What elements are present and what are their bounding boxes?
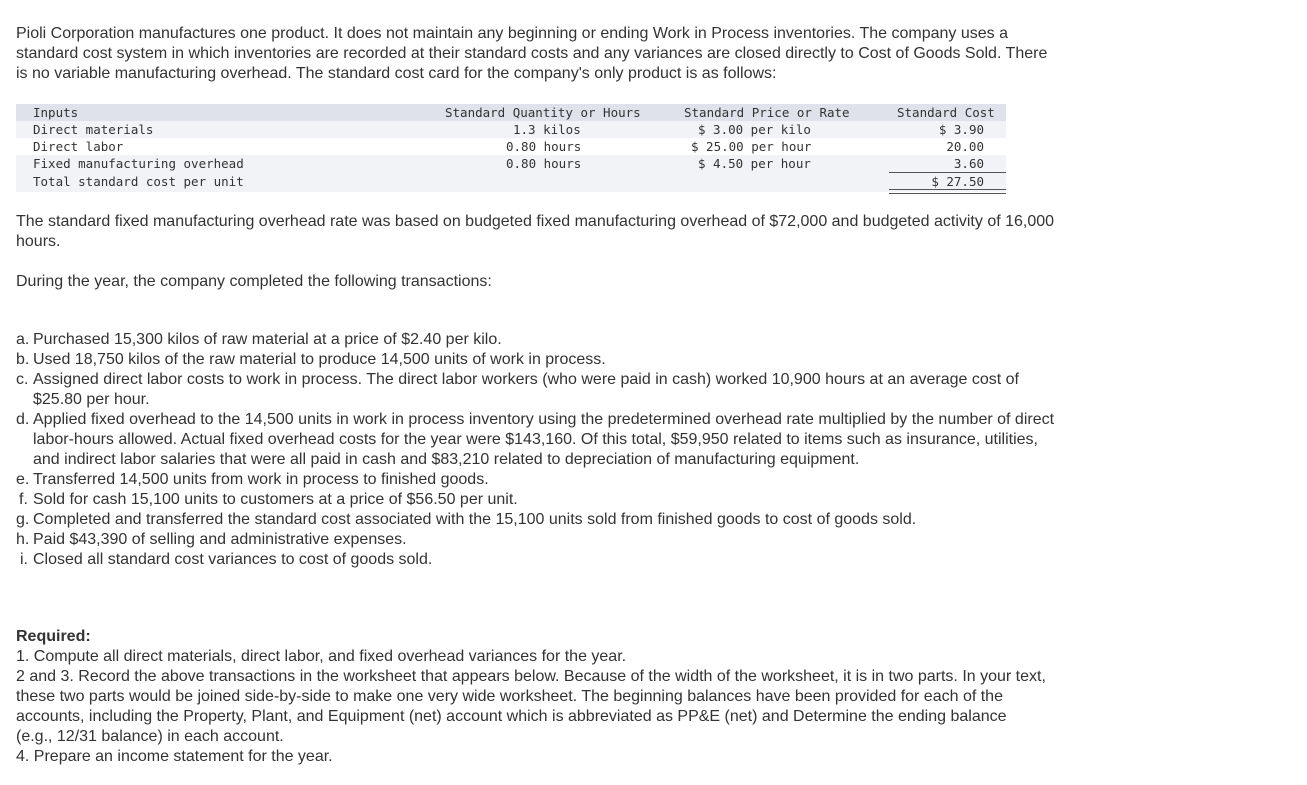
row-cost: $ 3.90 bbox=[938, 122, 984, 137]
list-item bbox=[16, 470, 1066, 490]
item-text: Used 18,750 kilos of the raw material to produce 14,500 units of work in process. bbox=[33, 351, 606, 368]
item-label: f. bbox=[19, 491, 28, 508]
item-text: Assigned direct labor costs to work in process. The direct labor workers (who were paid in cash) worked 10,900 hours at an average cost of $25.80 per hour. bbox=[33, 371, 1019, 408]
item-label: i. bbox=[20, 551, 28, 568]
item-text: Transferred 14,500 units from work in process to finished goods. bbox=[33, 471, 489, 488]
row-price: $ 4.50 per hour bbox=[698, 156, 811, 171]
item-text: Applied fixed overhead to the 14,500 units in work in process inventory using the predetermined overhead rate multiplied by the number of direct labor-hours allowed. Actual fixed overhead costs for the year were $143,160. Of this total, $59,950 related to items such as insurance, utilities, and indirect labor salaries that were all paid in cash and $83,210 related to depreciation of manufacturing equipment. bbox=[33, 411, 1055, 468]
list-item bbox=[16, 410, 1066, 470]
total-cost: $ 27.50 bbox=[931, 174, 984, 189]
row-input-label: Fixed manufacturing overhead bbox=[33, 156, 244, 171]
transaction-list bbox=[16, 330, 1066, 570]
item-label: e. bbox=[16, 471, 30, 488]
card-row-direct-labor bbox=[16, 138, 1006, 155]
row-cost: 20.00 bbox=[946, 139, 984, 154]
item-label: h. bbox=[16, 531, 30, 548]
item-label: b. bbox=[16, 351, 30, 368]
card-row-direct-materials bbox=[16, 121, 1006, 138]
item-text: Completed and transferred the standard cost associated with the 15,100 units sold from finished goods to cost of goods sold. bbox=[33, 511, 917, 528]
item-text: Sold for cash 15,100 units to customers at a price of $56.50 per unit. bbox=[33, 491, 518, 508]
header-standard-quantity: Standard Quantity or Hours bbox=[445, 105, 641, 120]
item-label: d. bbox=[16, 411, 30, 428]
row-input-label: Direct labor bbox=[33, 139, 124, 154]
required-heading: Required: bbox=[16, 628, 91, 645]
required-item-2-3: 2 and 3. Record the above transactions in the worksheet that appears below. Because of the width of the worksheet, it is in two parts. In your text, these two parts would be joined side-by-side to make one very wide worksheet. The beginning balances have been provided for each of the accounts, including the Property, Plant, and Equipment (net) account which is abbreviated as PP&E (net) and Determine the ending balance (e.g., 12/31 balance) in each account. bbox=[16, 668, 1046, 745]
header-inputs: Inputs bbox=[33, 105, 79, 120]
header-standard-price: Standard Price or Rate bbox=[684, 105, 850, 120]
total-label: Total standard cost per unit bbox=[33, 174, 244, 189]
list-item bbox=[16, 370, 1066, 410]
card-row-fixed-overhead bbox=[16, 155, 1006, 172]
item-label: g. bbox=[16, 511, 30, 528]
total-double-rule bbox=[889, 189, 1006, 194]
required-item-4: 4. Prepare an income statement for the year. bbox=[16, 748, 333, 765]
intro-paragraph: Pioli Corporation manufactures one product. It does not maintain any beginning or ending Work in Process inventories. The company uses a standard cost system in which inventories are recorded at their standard costs and any variances are closed directly to Cost of Goods Sold. There is no variable manufacturing overhead. The standard cost card for the company's only product is as follows: bbox=[16, 25, 1048, 82]
during-paragraph: During the year, the company completed the following transactions: bbox=[16, 273, 492, 290]
list-item bbox=[16, 550, 1066, 570]
row-input-label: Direct materials bbox=[33, 122, 154, 137]
row-quantity: 1.3 kilos bbox=[513, 122, 581, 137]
list-item bbox=[16, 530, 1066, 550]
item-text: Closed all standard cost variances to cost of goods sold. bbox=[33, 551, 433, 568]
item-text: Paid $43,390 of selling and administrative expenses. bbox=[33, 531, 407, 548]
item-label: a. bbox=[16, 331, 30, 348]
row-cost: 3.60 bbox=[953, 156, 984, 171]
row-quantity: 0.80 hours bbox=[506, 139, 582, 154]
row-price: $ 3.00 per kilo bbox=[698, 122, 811, 137]
list-item bbox=[16, 350, 1066, 370]
standard-cost-card bbox=[16, 104, 1006, 192]
list-item bbox=[16, 330, 1066, 350]
row-quantity: 0.80 hours bbox=[506, 156, 582, 171]
card-row-total bbox=[16, 172, 1006, 192]
header-standard-cost: Standard Cost bbox=[897, 105, 995, 120]
row-price: $ 25.00 per hour bbox=[691, 139, 812, 154]
list-item bbox=[16, 510, 1066, 530]
required-item-1: 1. Compute all direct materials, direct labor, and fixed overhead variances for the year. bbox=[16, 648, 627, 665]
item-text: Purchased 15,300 kilos of raw material at a price of $2.40 per kilo. bbox=[33, 331, 502, 348]
item-label: c. bbox=[16, 371, 29, 388]
card-header-row bbox=[16, 104, 1006, 121]
rate-paragraph: The standard fixed manufacturing overhead rate was based on budgeted fixed manufacturing overhead of $72,000 and budgeted activity of 16,000 hours. bbox=[16, 213, 1055, 250]
list-item bbox=[16, 490, 1066, 510]
